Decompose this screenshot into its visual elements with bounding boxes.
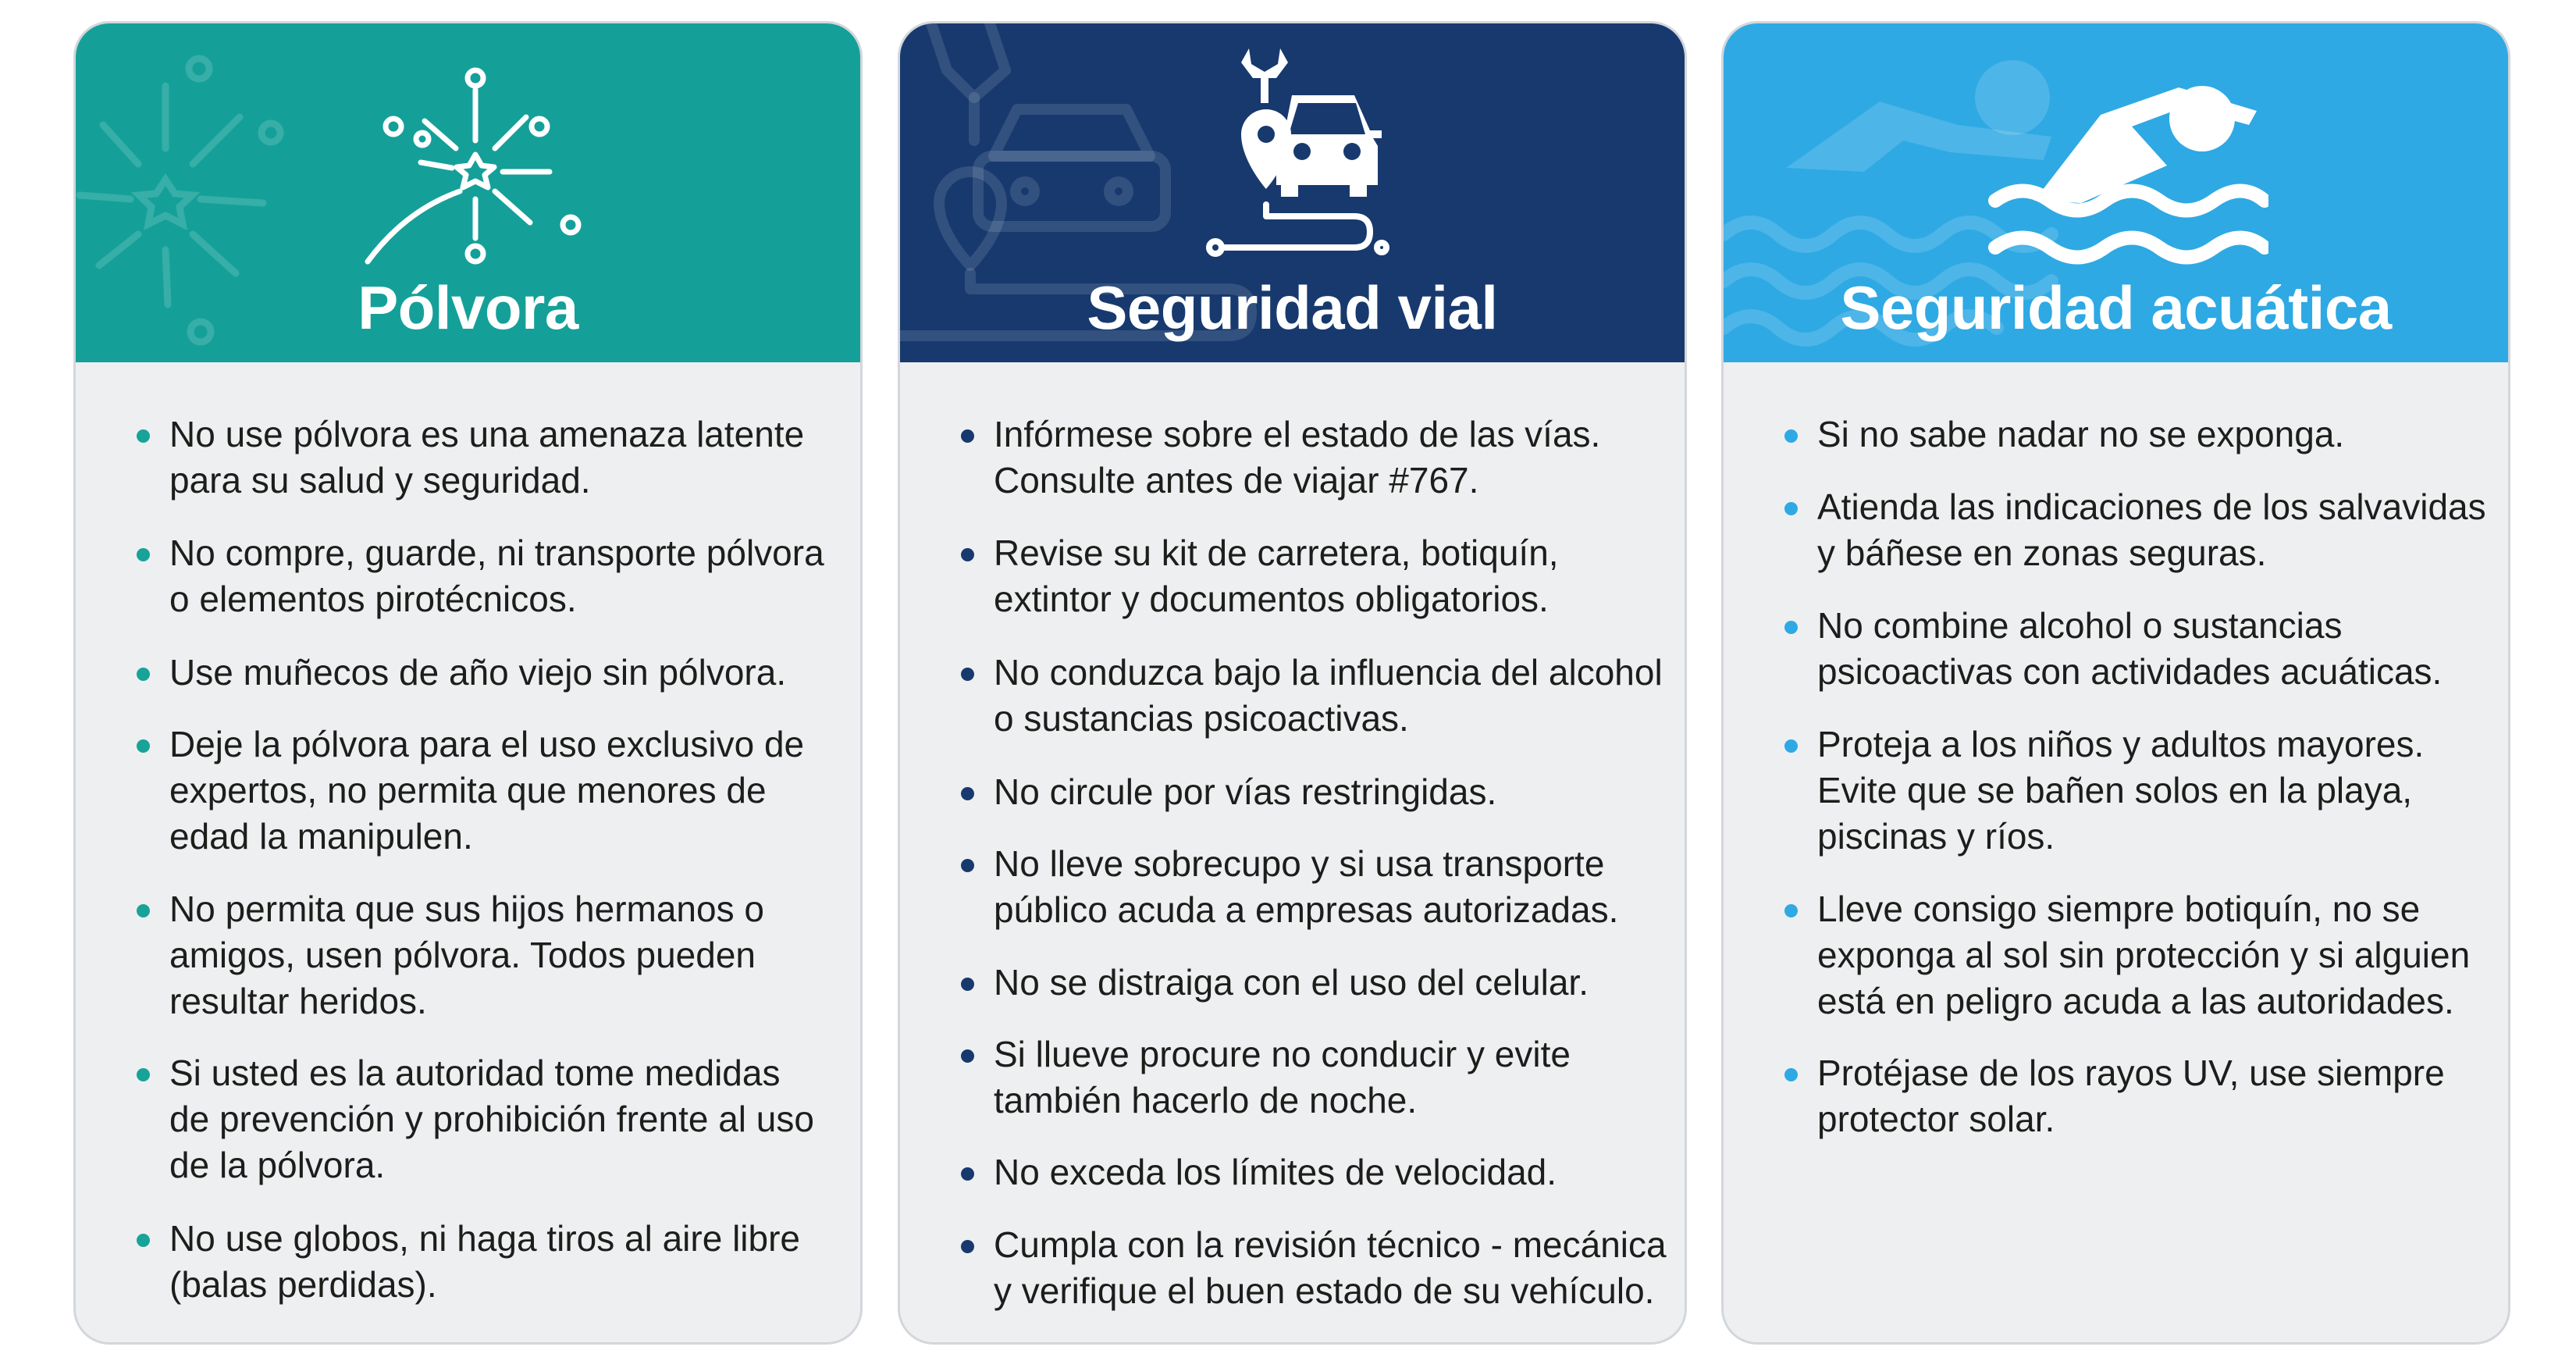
bullet-icon [137, 904, 150, 917]
bullet-icon [961, 1240, 974, 1253]
card-seguridad-acuatica: Seguridad acuática Si no sabe nadar no se exponga. Atienda las indicaciones de los salvavidas y báñese en zonas seguras. No combine alcohol o sustancias psicoactivas con actividades acuáticas. Proteja a los niños y adultos mayores. Evite que se bañen solos en la playa, piscinas y ríos. Lleve consigo siempre botiquín, no se exponga al sol sin protección y si alguien está en peligro acuda a las autoridades. Protéjase de los rayos UV, use siempre protector solar. [1721, 21, 2510, 1345]
card-seguridad-vial: Seguridad vial Infórmese sobre el estado de las vías. Consulte antes de viajar #767. Revise su kit de carretera, botiquín, extintor y documentos obligatorios. No conduzca bajo la influencia del alcohol o sustancias psicoactivas. No circule por vías restringidas. No lleve sobrecupo y si usa transporte público acuda a empresas autorizadas. No se distraiga con el uso del celular. Si llueve procure no conducir y evite también hacerlo de noche. No exceda los límites de velocidad. Cumpla con la revisión técnico - mecánica y verifique el buen estado de su vehículo. [898, 21, 1687, 1345]
bullet-icon [1784, 429, 1798, 443]
bullet-icon [961, 787, 974, 800]
bullet-icon [961, 859, 974, 872]
card-title-seguridad-vial: Seguridad vial [1087, 273, 1498, 342]
bullet-icon [137, 1234, 150, 1247]
fireworks-icon [350, 47, 585, 281]
bullet-icon [961, 548, 974, 561]
car-wrench-location-icon [1206, 48, 1393, 283]
card-title-seguridad-acuatica: Seguridad acuática [1840, 273, 2392, 342]
bullet-icon [137, 548, 150, 561]
bullet-icon [961, 429, 974, 443]
bullet-icon [961, 1049, 974, 1063]
bullet-icon [137, 1068, 150, 1081]
bullet-icon [137, 429, 150, 443]
bullet-icon [961, 978, 974, 991]
bullet-icon [1784, 904, 1798, 917]
bullet-icon [137, 668, 150, 681]
card-header-seguridad-acuatica [1724, 23, 2508, 362]
bullet-icon [1784, 1068, 1798, 1081]
bullet-icon [1784, 621, 1798, 634]
card-header-seguridad-vial [900, 23, 1685, 362]
bullet-icon [137, 739, 150, 753]
bullet-icon [1784, 502, 1798, 515]
card-title-polvora: Pólvora [358, 273, 578, 342]
card-header-polvora [76, 23, 860, 362]
card-polvora: Pólvora No use pólvora es una amenaza latente para su salud y seguridad. No compre, guarde, ni transporte pólvora o elementos pirotécnicos. Use muñecos de año viejo sin pólvora. Deje la pólvora para el uso exclusivo de expertos, no permita que menores de edad la manipulen. No permita que sus hijos hermanos o amigos, usen pólvora. Todos pueden resultar heridos. Si usted es la autoridad tome medidas de prevención y prohibición frente al uso de la pólvora. No use globos, ni haga tiros al aire libre (balas perdidas). [73, 21, 863, 1345]
bullet-icon [961, 1167, 974, 1181]
bullet-icon [1784, 739, 1798, 753]
bullet-icon [961, 668, 974, 681]
swimmer-icon [1987, 72, 2268, 275]
